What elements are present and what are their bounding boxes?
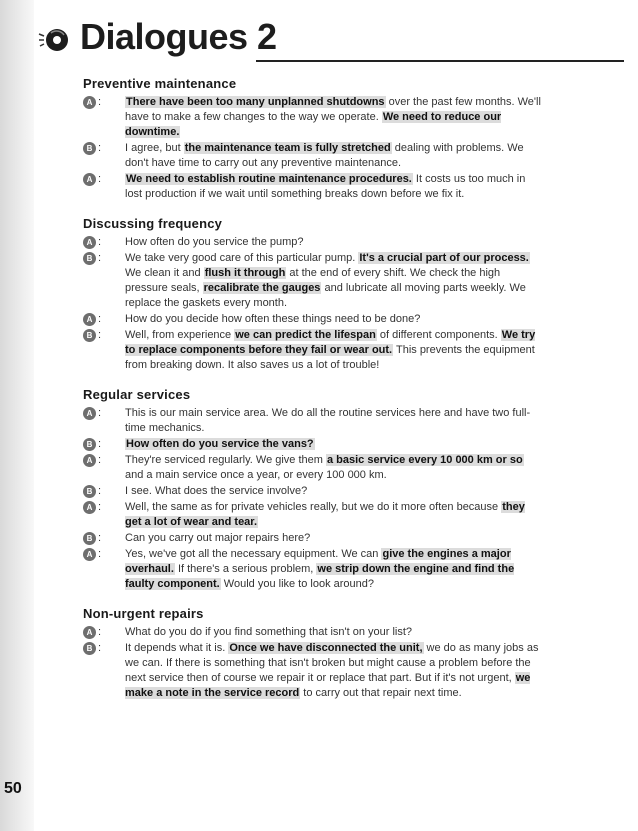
- dialogue-text: Can you carry out major repairs here?: [125, 532, 311, 544]
- highlighted-phrase: We need to establish routine maintenance procedures.: [126, 173, 412, 185]
- highlighted-phrase: There have been too many unplanned shutdowns: [126, 96, 385, 108]
- dialogue-content: [83, 76, 543, 715]
- highlighted-phrase: we can predict the lifespan: [235, 329, 376, 341]
- dialogue-text: We clean it and: [125, 267, 204, 279]
- speaker-badge: A: [83, 548, 96, 561]
- speaker-colon: :: [98, 548, 102, 560]
- speaker-colon: :: [98, 532, 102, 544]
- dialogue-text: How often do you service the pump?: [125, 236, 304, 248]
- highlighted-phrase: flush it through: [204, 267, 286, 279]
- speaker-badge: B: [83, 252, 96, 265]
- speaker-colon: :: [98, 142, 102, 154]
- dialogue-text: over the past few months. We'll have to make a few changes to the way we operate.: [125, 96, 541, 123]
- dialogue-text: and lubricate all moving parts weekly. We replace the gaskets every month.: [125, 282, 526, 309]
- page-margin-strip: [0, 0, 34, 831]
- highlighted-phrase: It's a crucial part of our process.: [359, 252, 529, 264]
- highlighted-phrase: We try to replace components before they fail or wear out.: [125, 329, 536, 356]
- speaker-badge: A: [83, 407, 96, 420]
- speaker-badge: B: [83, 142, 96, 155]
- dialogue-text: and a main service once a year, or every 100 000 km.: [125, 469, 387, 481]
- dialogue-line: [83, 625, 543, 640]
- speaker-badge: A: [83, 96, 96, 109]
- dialogue-text: I see. What does the service involve?: [125, 485, 308, 497]
- highlighted-phrase: give the engines a major overhaul.: [125, 548, 511, 575]
- section-heading: Discussing frequency: [83, 216, 223, 231]
- dialogue-line: [83, 406, 543, 436]
- dialogue-section: [83, 606, 543, 701]
- speaker-badge: B: [83, 642, 96, 655]
- dialogue-text: dealing with problems. We don't have time to carry out any preventive maintenance.: [125, 142, 524, 169]
- section-heading: Non-urgent repairs: [83, 606, 204, 621]
- dialogue-line: [83, 484, 543, 499]
- highlighted-phrase: How often do you service the vans?: [126, 438, 314, 450]
- dialogue-line: [83, 500, 543, 530]
- speaker-colon: :: [98, 626, 102, 638]
- dialogue-line: [83, 172, 543, 202]
- highlighted-phrase: they get a lot of wear and tear.: [125, 501, 525, 528]
- speaker-colon: :: [98, 252, 102, 264]
- section-heading: Regular services: [83, 387, 191, 402]
- dialogue-text: of different components.: [376, 329, 501, 341]
- dialogue-text: They're serviced regularly. We give them: [125, 454, 326, 466]
- dialogue-line: [83, 312, 543, 327]
- highlighted-phrase: we strip down the engine and find the faulty component.: [125, 563, 515, 590]
- dialogue-line: [83, 547, 543, 592]
- speaker-badge: B: [83, 438, 96, 451]
- highlighted-phrase: we make a note in the service record: [125, 672, 531, 699]
- page-header: [38, 16, 624, 64]
- speaker-colon: :: [98, 501, 102, 513]
- dialogue-line: [83, 235, 543, 250]
- dialogue-text: If there's a serious problem,: [174, 563, 317, 575]
- dialogue-text: Well, from experience: [125, 329, 235, 341]
- dialogue-text: we do as many jobs as we can. If there is something that isn't broken but might cause a problem before the next service then of course we repair it or replace that part. But if it's not urgent,: [125, 642, 539, 684]
- dialogue-line: [83, 531, 543, 546]
- speaker-badge: A: [83, 626, 96, 639]
- page-number: 50: [4, 780, 22, 797]
- speaker-badge: B: [83, 485, 96, 498]
- section-heading: Preventive maintenance: [83, 76, 237, 91]
- dialogue-line: [83, 251, 543, 311]
- dialogue-line: [83, 437, 543, 452]
- dialogue-line: [83, 95, 543, 140]
- speaker-colon: :: [98, 642, 102, 654]
- speaker-colon: :: [98, 313, 102, 325]
- speaker-colon: :: [98, 96, 102, 108]
- dialogue-text: Well, the same as for private vehicles really, but we do it more often because: [125, 501, 502, 513]
- speaker-badge: B: [83, 532, 96, 545]
- dialogue-text: We take very good care of this particular pump.: [125, 252, 359, 264]
- highlighted-phrase: Once we have disconnected the unit,: [229, 642, 423, 654]
- dialogue-text: It costs us too much in lost production if we wait until something breaks down before we fix it.: [125, 173, 526, 200]
- dialogue-line: [83, 328, 543, 373]
- title-underline: [256, 60, 624, 62]
- dialogue-text: Would you like to look around?: [220, 578, 375, 590]
- speaker-colon: :: [98, 236, 102, 248]
- highlighted-phrase: recalibrate the gauges: [203, 282, 321, 294]
- dialogue-text: This prevents the equipment from breaking down. It also saves us a lot of trouble!: [125, 344, 535, 371]
- speaker-colon: :: [98, 485, 102, 497]
- dialogue-text: What do you do if you find something that isn't on your list?: [125, 626, 413, 638]
- dialogue-text: I agree, but: [125, 142, 184, 154]
- highlighted-phrase: a basic service every 10 000 km or so: [327, 454, 523, 466]
- dialogue-section: [83, 387, 543, 592]
- speaker-colon: :: [98, 407, 102, 419]
- page-title: Dialogues 2: [80, 16, 277, 57]
- speaker-badge: B: [83, 329, 96, 342]
- dialogue-line: [83, 141, 543, 171]
- dialogue-section: [83, 76, 543, 202]
- speaker-colon: :: [98, 329, 102, 341]
- dialogue-text: How do you decide how often these things need to be done?: [125, 313, 421, 325]
- audio-cd-icon: [38, 24, 70, 56]
- dialogue-text: This is our main service area. We do all the routine services here and have two full-time mechanics.: [125, 407, 531, 434]
- dialogue-text: to carry out that repair next time.: [300, 687, 462, 699]
- speaker-badge: A: [83, 313, 96, 326]
- highlighted-phrase: the maintenance team is fully stretched: [184, 142, 391, 154]
- speaker-colon: :: [98, 173, 102, 185]
- highlighted-phrase: We need to reduce our downtime.: [125, 111, 502, 138]
- speaker-badge: A: [83, 501, 96, 514]
- speaker-badge: A: [83, 454, 96, 467]
- speaker-badge: A: [83, 236, 96, 249]
- dialogue-text: It depends what it is.: [125, 642, 229, 654]
- speaker-colon: :: [98, 454, 102, 466]
- dialogue-section: [83, 216, 543, 373]
- dialogue-text: at the end of every shift. We check the high pressure seals,: [125, 267, 501, 294]
- dialogue-line: [83, 453, 543, 483]
- dialogue-line: [83, 641, 543, 701]
- speaker-badge: A: [83, 173, 96, 186]
- speaker-colon: :: [98, 438, 102, 450]
- dialogue-text: Yes, we've got all the necessary equipment. We can: [125, 548, 382, 560]
